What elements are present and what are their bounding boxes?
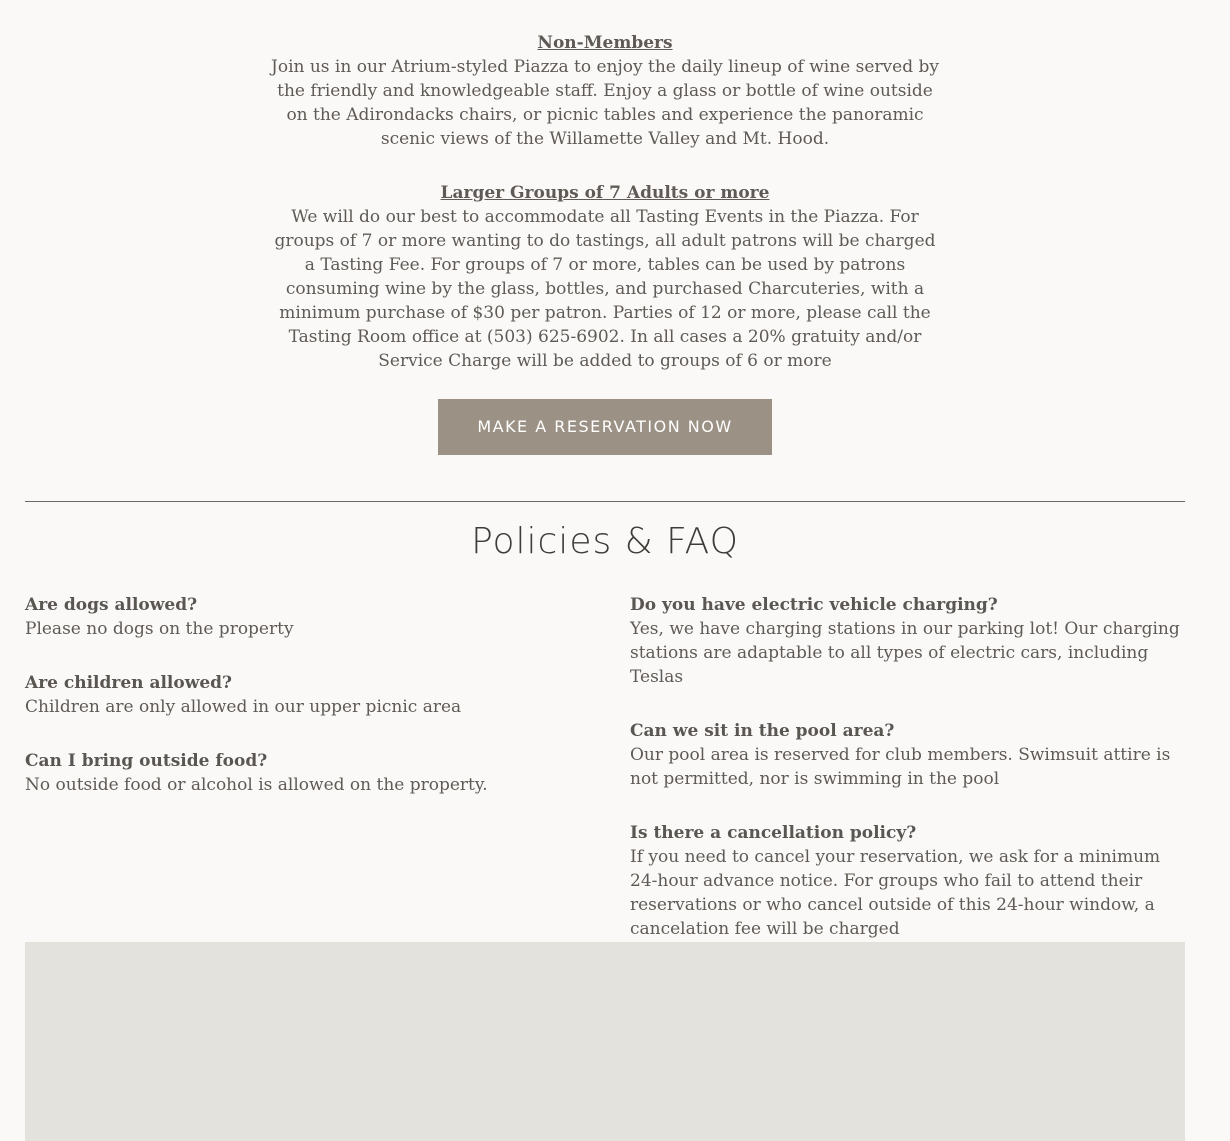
non-members-title: Non-Members (537, 33, 673, 53)
faq-answer: If you need to cancel your reservation, we ask for a minimum 24-hour advance notice. For groups who fail to attend their reservations or who cancel outside of this 24-hour window, a cancelation fee will be charged (630, 847, 1161, 939)
faq-answer: No outside food or alcohol is allowed on the property. (25, 775, 488, 795)
faq-item (25, 749, 580, 797)
faq-question: Are dogs allowed? (25, 595, 198, 615)
faq-item (630, 593, 1185, 689)
map-embed[interactable] (25, 942, 1185, 1141)
faq-item (25, 593, 580, 641)
faq-question: Do you have electric vehicle charging? (630, 595, 998, 615)
faq-answer: Our pool area is reserved for club members. Swimsuit attire is not permitted, nor is swimming in the pool (630, 745, 1171, 789)
faq-right-column (630, 593, 1185, 971)
faq-question: Are children allowed? (25, 673, 233, 693)
large-groups-title: Larger Groups of 7 Adults or more (440, 183, 770, 203)
make-reservation-button[interactable]: MAKE A RESERVATION NOW (438, 399, 772, 455)
faq-question: Can I bring outside food? (25, 751, 268, 771)
policies-faq-heading: Policies & FAQ (471, 521, 739, 562)
faq-answer: Yes, we have charging stations in our parking lot! Our charging stations are adaptable to all types of electric cars, including Teslas (630, 619, 1180, 687)
faq-item (630, 719, 1185, 791)
faq-item (630, 821, 1185, 941)
section-divider (25, 501, 1185, 502)
faq-answer: Children are only allowed in our upper picnic area (25, 697, 462, 717)
faq-left-column (25, 593, 580, 827)
large-groups-body: We will do our best to accommodate all Tasting Events in the Piazza. For groups of 7 or more wanting to do tastings, all adult patrons will be charged a Tasting Fee. For groups of 7 or more, tables can be used by patrons consuming wine by the glass, bottles, and purchased Charcuteries, with a minimum purchase of $30 per patron. Parties of 12 or more, please call the Tasting Room office at (503) 625-6902. In all cases a 20% gratuity and/or Service Charge will be added to groups of 6 or more (274, 207, 936, 371)
non-members-body: Join us in our Atrium-styled Piazza to enjoy the daily lineup of wine served by the friendly and knowledgeable staff. Enjoy a glass or bottle of wine outside on the Adirondacks chairs, or picnic tables and experience the panoramic scenic views of the Willamette Valley and Mt. Hood. (271, 57, 939, 149)
non-members-section (270, 31, 940, 151)
faq-item (25, 671, 580, 719)
faq-question: Can we sit in the pool area? (630, 721, 895, 741)
large-groups-section (270, 181, 940, 373)
faq-answer: Please no dogs on the property (25, 619, 294, 639)
faq-question: Is there a cancellation policy? (630, 823, 917, 843)
